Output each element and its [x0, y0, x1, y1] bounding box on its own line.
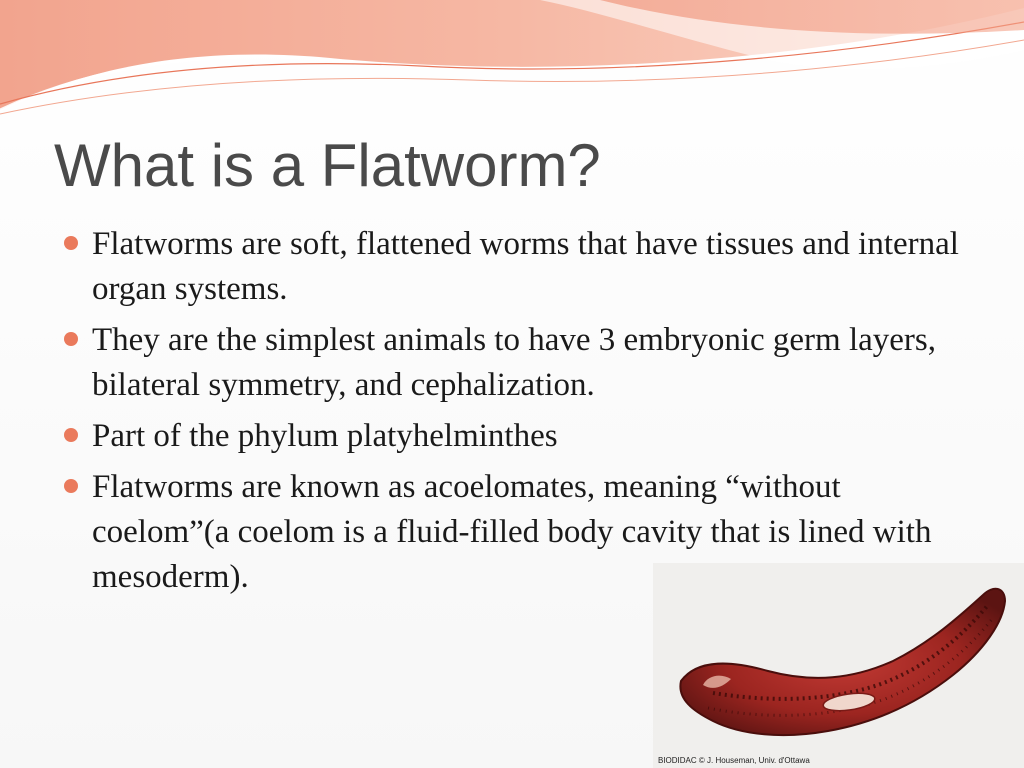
slide-title: What is a Flatworm? — [54, 132, 601, 199]
bullet-item — [62, 414, 962, 459]
bullet-text: Flatworms are known as acoelomates, meaning “without coelom”(a coelom is a fluid-filled body cavity that is lined with mesoderm). — [92, 469, 932, 595]
image-credit: BIODIDAC © J. Houseman, Univ. d'Ottawa — [658, 756, 810, 765]
bullet-item — [62, 222, 962, 312]
bullet-dot-icon — [64, 332, 78, 346]
bullet-text: Part of the phylum platyhelminthes — [92, 418, 558, 454]
bullet-text: Flatworms are soft, flattened worms that have tissues and internal organ systems. — [92, 226, 959, 307]
flatworm-photo — [653, 563, 1024, 768]
header-swoosh-decoration — [0, 0, 1024, 120]
bullet-list — [62, 222, 962, 606]
bullet-dot-icon — [64, 428, 78, 442]
bullet-dot-icon — [64, 236, 78, 250]
bullet-dot-icon — [64, 479, 78, 493]
bullet-item — [62, 318, 962, 408]
flatworm-illustration — [653, 563, 1024, 768]
bullet-text: They are the simplest animals to have 3 embryonic germ layers, bilateral symmetry, and cephalization. — [92, 322, 936, 403]
